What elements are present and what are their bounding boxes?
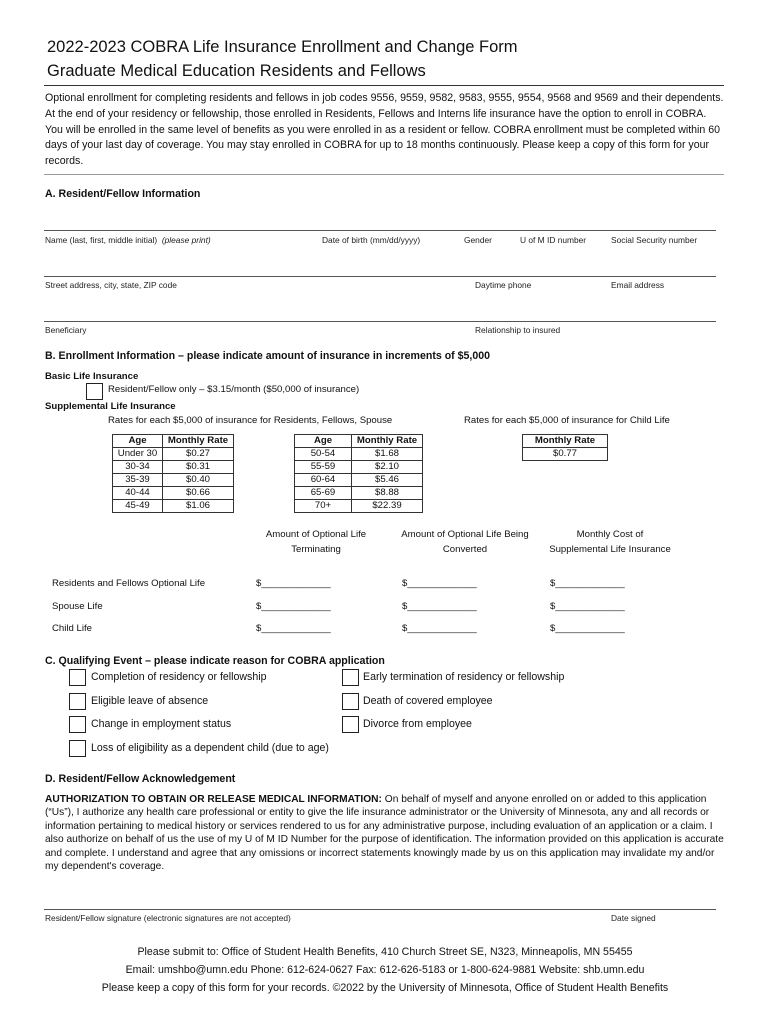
title-divider [44, 85, 724, 86]
rate-cell: $2.10 [352, 461, 423, 474]
age-cell: 35-39 [113, 474, 163, 487]
basic-life-heading: Basic Life Insurance [45, 371, 139, 382]
age-cell: 70+ [295, 500, 352, 513]
rates-caption-child: Rates for each $5,000 of insurance for Child Life [464, 415, 670, 426]
footer-address: Please submit to: Office of Student Health Benefits, 410 Church Street SE, N323, Minneapolis, MN 55455 [137, 946, 633, 958]
name-label: Name (last, first, middle initial) (please print) [45, 235, 211, 245]
monthly-cost-field[interactable]: $_____________ [550, 623, 625, 634]
authorization-paragraph: AUTHORIZATION TO OBTAIN OR RELEASE MEDICAL INFORMATION: On behalf of myself and anyone enrolled on or added to this application (“Us”), I authorize any health care professional or entity to give the life insurance administrator or the University of Minnesota, any and all records or information pertaining to medical history or services rendered to us for any administrative purpose, including evaluation of an application or a claim. I also authorize on behalf of us the use of my U of M ID Number for the purpose of identification. The information provided on this application is accurate and complete. I understand and agree that any omissions or incorrect statements knowingly made by us on this application may invalidate my and/or my dependent's coverage. [45, 794, 724, 873]
basic-life-checkbox[interactable] [86, 383, 103, 400]
gender-label: Gender [464, 235, 492, 245]
option-completion: Completion of residency or fellowship [91, 671, 267, 683]
phone-label: Daytime phone [475, 280, 532, 290]
option-early-termination: Early termination of residency or fellowship [363, 671, 565, 683]
rate-cell: $0.31 [163, 461, 234, 474]
terminating-amount-field[interactable]: $_____________ [256, 601, 331, 612]
rate-row [113, 500, 234, 513]
col-monthly-cost-header: Monthly Cost of Supplemental Life Insurance [549, 529, 671, 555]
form-subtitle: Graduate Medical Education Residents and Fellows [47, 62, 426, 80]
rate-row [113, 461, 234, 474]
option-employment-change: Change in employment status [91, 718, 232, 730]
row-label-spouse-life: Spouse Life [52, 601, 103, 612]
col-age: Age [113, 435, 163, 448]
age-cell: 65-69 [295, 487, 352, 500]
rate-cell: $0.27 [163, 448, 234, 461]
dob-label: Date of birth (mm/dd/yyyy) [322, 235, 421, 245]
option-leave-of-absence: Eligible leave of absence [91, 695, 209, 707]
rate-cell: $0.40 [163, 474, 234, 487]
checkbox-completion[interactable] [69, 669, 86, 686]
col-monthly-rate: Monthly Rate [163, 435, 234, 448]
intro-divider [44, 174, 724, 175]
date-signed-label: Date signed [611, 913, 656, 923]
checkbox-early-termination[interactable] [342, 669, 359, 686]
col-terminating-header: Amount of Optional Life Terminating [265, 529, 367, 555]
rate-row [113, 487, 234, 500]
monthly-cost-field[interactable]: $_____________ [550, 601, 625, 612]
checkbox-loss-of-eligibility[interactable] [69, 740, 86, 757]
rate-cell: $8.88 [352, 487, 423, 500]
rates-table-50-plus [294, 434, 423, 513]
age-cell: Under 30 [113, 448, 163, 461]
checkbox-death[interactable] [342, 693, 359, 710]
checkbox-leave-of-absence[interactable] [69, 693, 86, 710]
rate-cell: $0.66 [163, 487, 234, 500]
col-monthly-rate: Monthly Rate [352, 435, 423, 448]
rate-row [295, 474, 423, 487]
age-cell: 55-59 [295, 461, 352, 474]
supplemental-life-heading: Supplemental Life Insurance [45, 401, 176, 412]
rate-row [295, 448, 423, 461]
relationship-label: Relationship to insured [475, 325, 561, 335]
section-d-heading: D. Resident/Fellow Acknowledgement [45, 773, 236, 785]
checkbox-divorce[interactable] [342, 716, 359, 733]
converted-amount-field[interactable]: $_____________ [402, 601, 477, 612]
section-c-heading: C. Qualifying Event – please indicate reason for COBRA application [45, 655, 385, 667]
age-cell: 60-64 [295, 474, 352, 487]
age-cell: 30-34 [113, 461, 163, 474]
form-title: 2022-2023 COBRA Life Insurance Enrollment and Change Form [47, 38, 518, 56]
ssn-label: Social Security number [611, 235, 698, 245]
col-converted-header: Amount of Optional Life Being Converted [401, 529, 529, 555]
age-cell: 50-54 [295, 448, 352, 461]
converted-amount-field[interactable]: $_____________ [402, 578, 477, 589]
row-label-optional-life: Residents and Fellows Optional Life [52, 578, 206, 589]
signature-line[interactable] [44, 909, 716, 910]
signature-label: Resident/Fellow signature (electronic signatures are not accepted) [45, 913, 291, 923]
rate-row [295, 487, 423, 500]
rate-row [295, 461, 423, 474]
rate-cell: $5.46 [352, 474, 423, 487]
rate-row [113, 448, 234, 461]
rate-row [113, 474, 234, 487]
address-row-line[interactable] [44, 276, 716, 277]
col-age: Age [295, 435, 352, 448]
email-label: Email address [611, 280, 665, 290]
rate-cell: $1.68 [352, 448, 423, 461]
col-monthly-rate: Monthly Rate [523, 435, 608, 448]
footer-copyright: Please keep a copy of this form for your records. ©2022 by the University of Minnesota, Office of Student Health Benefits [101, 982, 669, 994]
section-a-heading: A. Resident/Fellow Information [45, 188, 201, 200]
terminating-amount-field[interactable]: $_____________ [256, 623, 331, 634]
address-label: Street address, city, state, ZIP code [45, 280, 177, 290]
intro-paragraph: Optional enrollment for completing residents and fellows in job codes 9556, 9559, 9582, 9583, 9555, 9554, 9568 and 9569 and their dependents. At the end of your residency or fellowship, those enrolled in Residents, Fellows and Interns life insurance have the option to enroll in COBRA. You will be enrolled in the same level of benefits as you were enrolled in as a resident or fellow. COBRA enrollment must be completed within 60 days of your last day of coverage. You may stay enrolled in COBRA for up to 18 months continuously. Please keep a copy of this form for your records. [45, 92, 724, 168]
name-row-line[interactable] [44, 230, 716, 231]
converted-amount-field[interactable]: $_____________ [402, 623, 477, 634]
option-divorce: Divorce from employee [363, 718, 472, 730]
umid-label: U of M ID number [520, 235, 587, 245]
terminating-amount-field[interactable]: $_____________ [256, 578, 331, 589]
rate-cell: $1.06 [163, 500, 234, 513]
monthly-cost-field[interactable]: $_____________ [550, 578, 625, 589]
option-death: Death of covered employee [363, 695, 493, 707]
checkbox-employment-change[interactable] [69, 716, 86, 733]
beneficiary-label: Beneficiary [45, 325, 87, 335]
rates-caption-adult: Rates for each $5,000 of insurance for Residents, Fellows, Spouse [108, 415, 393, 426]
child-rate-cell: $0.77 [523, 448, 608, 461]
row-label-child-life: Child Life [52, 623, 92, 634]
footer-contact: Email: umshbo@umn.edu Phone: 612-624-0627 Fax: 612-626-5183 or 1-800-624-9881 Website: shb.umn.edu [125, 964, 645, 976]
rates-table-child [522, 434, 608, 461]
basic-life-option: Resident/Fellow only – $3.15/month ($50,000 of insurance) [108, 384, 360, 395]
rates-table-under-50 [112, 434, 234, 513]
age-cell: 40-44 [113, 487, 163, 500]
rate-row [295, 500, 423, 513]
beneficiary-row-line[interactable] [44, 321, 716, 322]
section-b-heading: B. Enrollment Information – please indicate amount of insurance in increments of $5,000 [45, 350, 491, 362]
rate-cell: $22.39 [352, 500, 423, 513]
option-loss-of-eligibility: Loss of eligibility as a dependent child (due to age) [91, 742, 329, 754]
age-cell: 45-49 [113, 500, 163, 513]
